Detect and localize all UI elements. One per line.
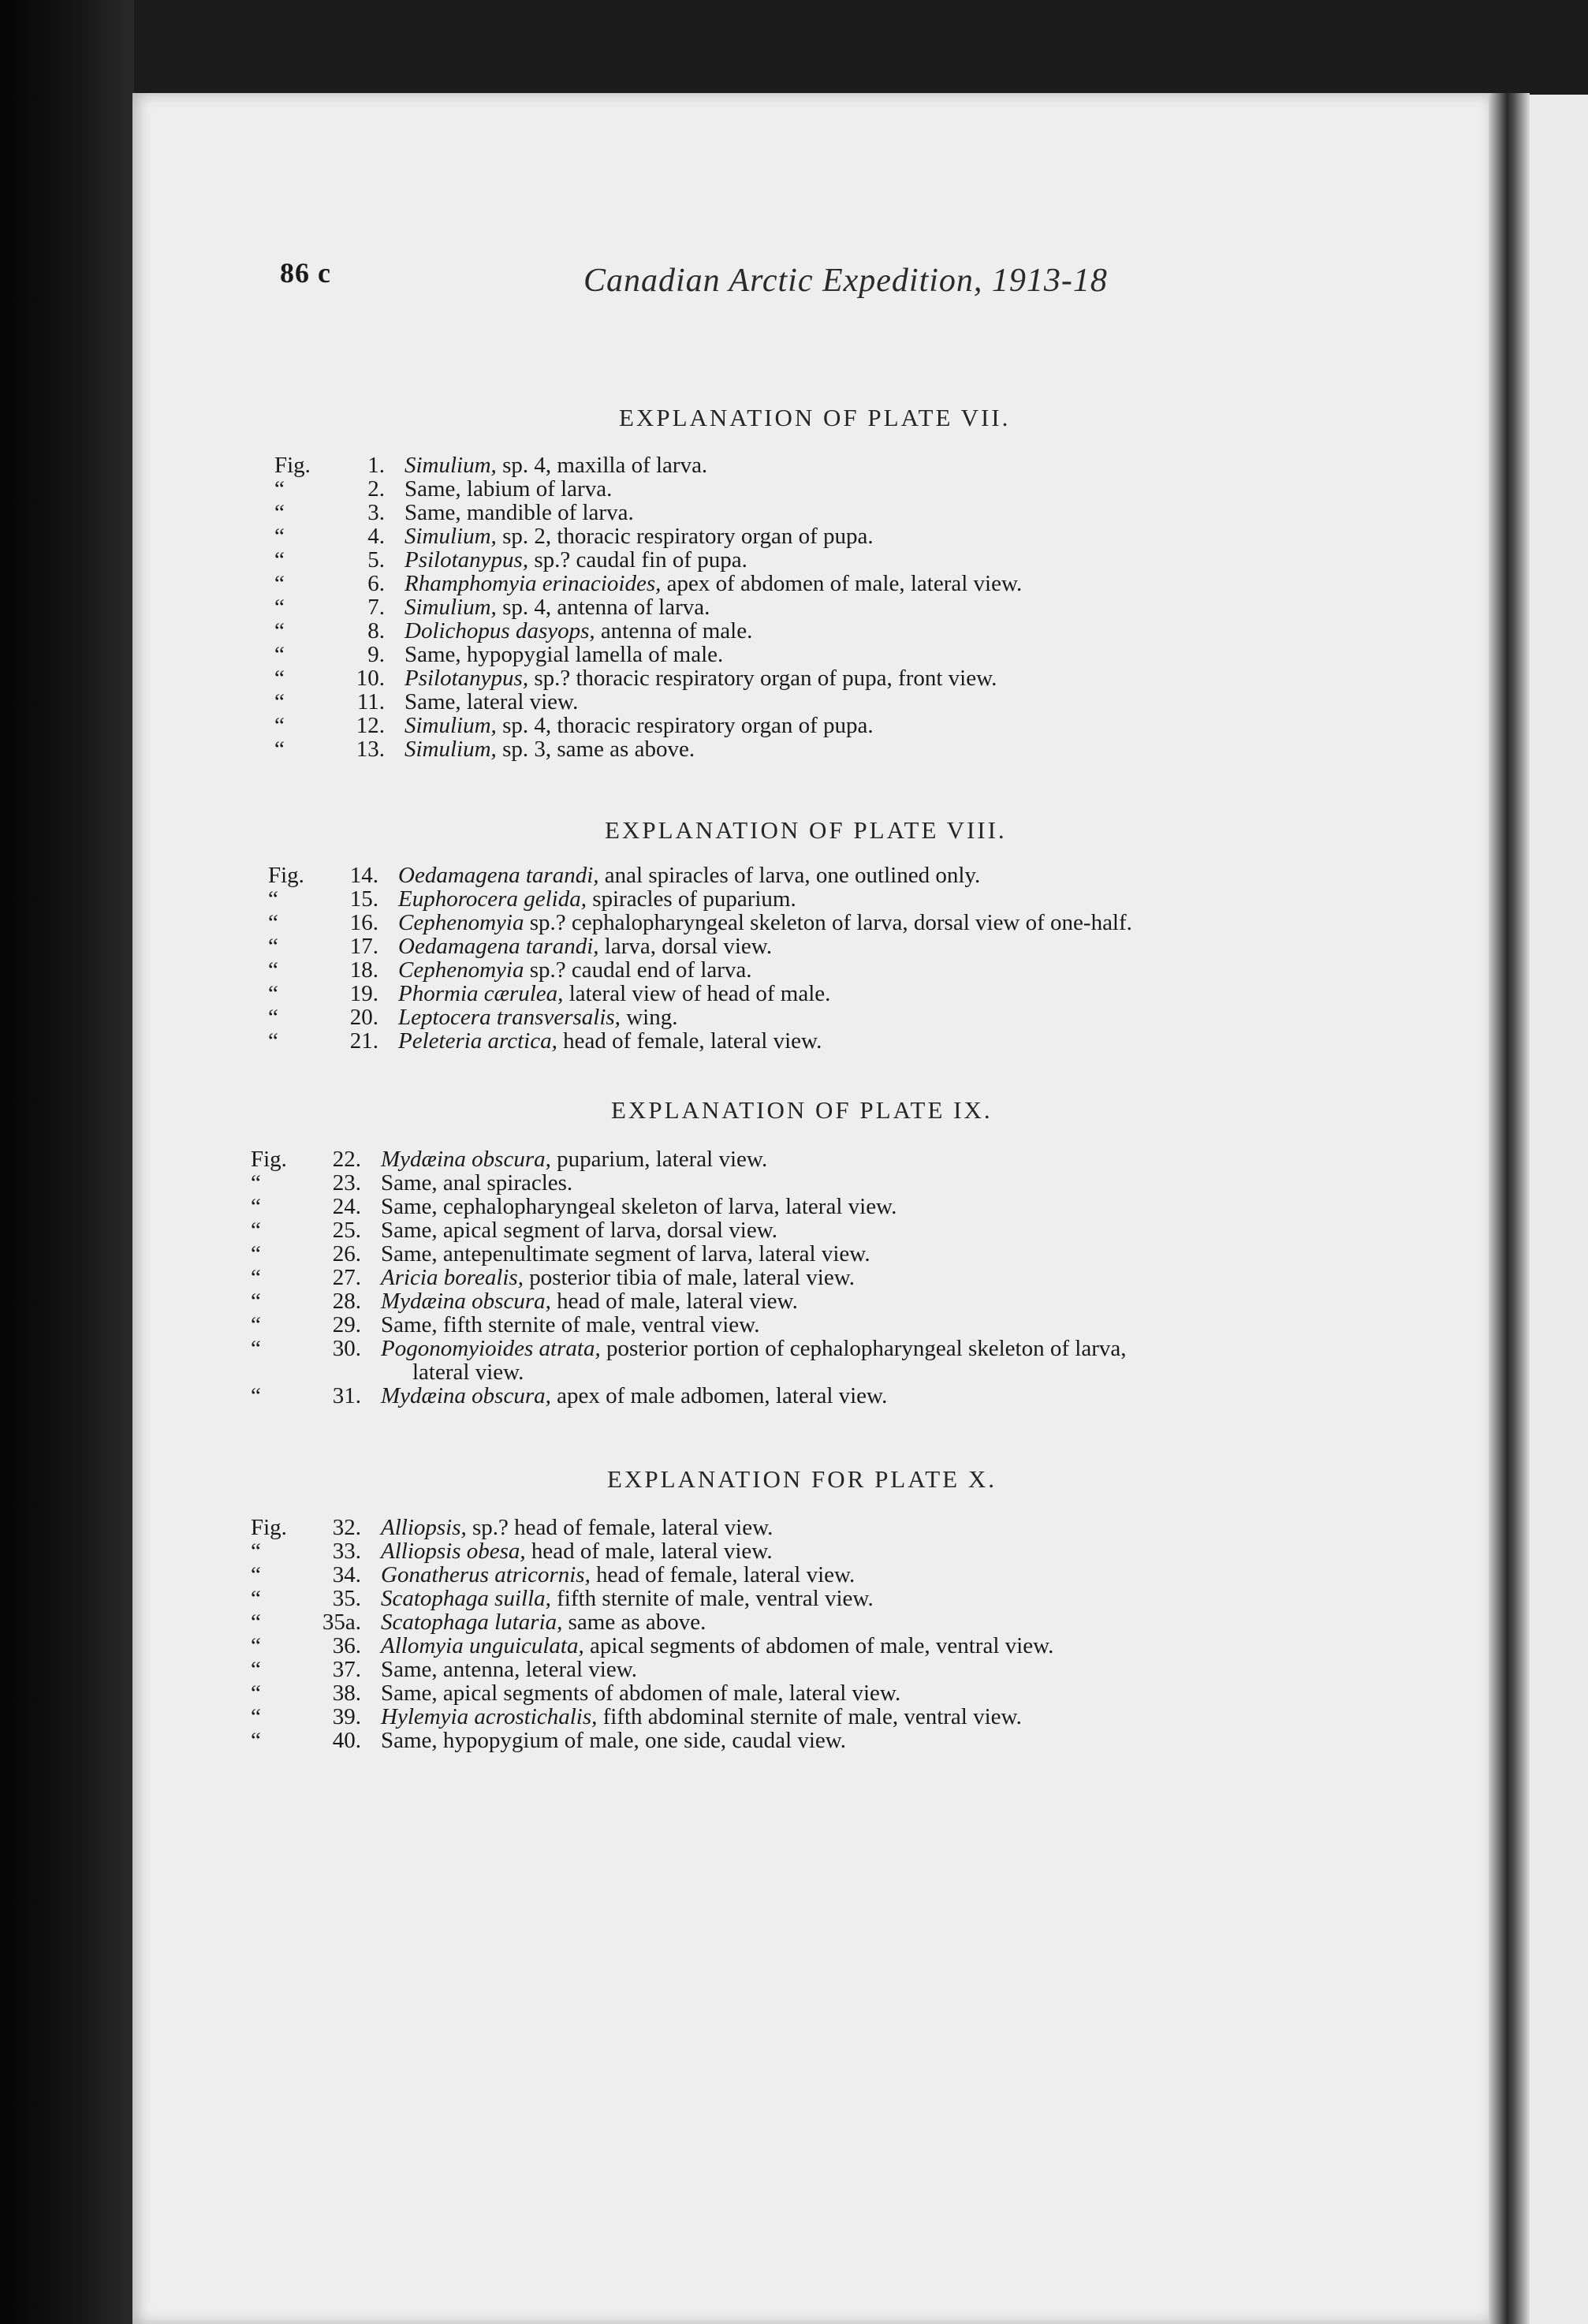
figure-caption bbox=[381, 1563, 855, 1587]
figure-caption bbox=[404, 690, 578, 714]
fig-label: “ bbox=[251, 1539, 261, 1564]
figure-caption bbox=[398, 958, 752, 982]
figure-caption bbox=[398, 887, 796, 911]
figure-number: 6. bbox=[367, 571, 385, 596]
figure-caption bbox=[381, 1171, 572, 1195]
figure-number: 39. bbox=[332, 1704, 361, 1729]
facing-page-edge bbox=[1530, 95, 1588, 2324]
fig-label: “ bbox=[274, 595, 285, 620]
caption-text: Same, apical segments of abdomen of male, lateral view. bbox=[381, 1681, 901, 1706]
figure-caption bbox=[381, 1516, 773, 1539]
fig-label: “ bbox=[268, 886, 278, 912]
fig-label: “ bbox=[268, 1028, 278, 1054]
caption-text: fifth abdominal sternite of male, ventral view. bbox=[597, 1704, 1022, 1729]
fig-label: “ bbox=[251, 1610, 261, 1635]
caption-text: sp.? caudal end of larva. bbox=[524, 957, 752, 983]
plate-heading: EXPLANATION FOR PLATE X. bbox=[607, 1465, 997, 1493]
figure-number: 4. bbox=[367, 524, 385, 549]
species-name: Peleteria arctica, bbox=[398, 1028, 557, 1054]
caption-text: Same, antepenultimate segment of larva, lateral view. bbox=[381, 1241, 870, 1266]
figure-caption bbox=[381, 1587, 874, 1610]
caption-text: sp. 4, thoracic respiratory organ of pupa. bbox=[496, 713, 874, 738]
species-name: Allomyia unguiculata, bbox=[381, 1633, 584, 1658]
species-name: Simulium, bbox=[404, 524, 497, 549]
figure-number: 29. bbox=[332, 1312, 361, 1337]
figure-number: 15. bbox=[349, 886, 378, 912]
figure-number: 8. bbox=[367, 618, 385, 643]
fig-label: “ bbox=[251, 1170, 261, 1196]
fig-label: “ bbox=[274, 476, 285, 502]
caption-text: apical segments of abdomen of male, ventral view. bbox=[583, 1633, 1054, 1658]
figure-caption bbox=[398, 982, 830, 1005]
species-name: Dolichopus dasyops, bbox=[404, 618, 595, 643]
fig-label: “ bbox=[274, 689, 285, 714]
scan-dark-border bbox=[0, 0, 134, 2324]
figure-caption bbox=[404, 524, 874, 548]
species-name: Mydæina obscura, bbox=[381, 1147, 551, 1172]
figure-caption bbox=[404, 666, 997, 690]
caption-text: Same, mandible of larva. bbox=[404, 500, 634, 525]
caption-text: Same, anal spiracles. bbox=[381, 1170, 573, 1196]
figure-caption bbox=[404, 643, 723, 666]
figure-caption bbox=[381, 1729, 846, 1752]
figure-caption bbox=[398, 864, 980, 887]
figure-caption bbox=[381, 1384, 887, 1408]
caption-text: sp.? caudal fin of pupa. bbox=[528, 547, 747, 573]
caption-text: spiracles of puparium. bbox=[586, 886, 796, 912]
fig-label: “ bbox=[251, 1704, 261, 1729]
figure-number: 27. bbox=[332, 1265, 361, 1290]
species-name: Hylemyia acrostichalis, bbox=[381, 1704, 598, 1729]
caption-text: posterior tibia of male, lateral view. bbox=[523, 1265, 856, 1290]
figure-number: 17. bbox=[349, 934, 378, 959]
species-name: Simulium, bbox=[404, 713, 497, 738]
figure-number: 16. bbox=[349, 910, 378, 935]
plate-heading: EXPLANATION OF PLATE VIII. bbox=[605, 816, 1007, 844]
caption-text: Same, hypopygium of male, one side, caudal view. bbox=[381, 1728, 847, 1753]
figure-number: 5. bbox=[367, 547, 385, 573]
figure-number: 26. bbox=[332, 1241, 361, 1266]
figure-caption bbox=[404, 501, 634, 524]
figure-caption bbox=[398, 934, 772, 958]
fig-label: “ bbox=[251, 1586, 261, 1611]
figure-caption bbox=[381, 1681, 900, 1705]
fig-label: Fig. bbox=[274, 453, 311, 478]
fig-label: “ bbox=[251, 1194, 261, 1219]
caption-text: Same, hypopygial lamella of male. bbox=[404, 642, 724, 667]
figure-number: 34. bbox=[332, 1562, 361, 1587]
species-name: Oedamagena tarandi, bbox=[398, 863, 599, 888]
fig-label: Fig. bbox=[251, 1147, 287, 1172]
figure-caption bbox=[404, 714, 874, 737]
figure-number: 33. bbox=[332, 1539, 361, 1564]
figure-caption bbox=[381, 1242, 870, 1266]
figure-number: 22. bbox=[332, 1147, 361, 1172]
caption-text: Same, cephalopharyngeal skeleton of larva, lateral view. bbox=[381, 1194, 897, 1219]
fig-label: “ bbox=[251, 1312, 261, 1337]
fig-label: “ bbox=[274, 547, 285, 573]
species-name: Cephenomyia bbox=[398, 910, 524, 935]
figure-caption bbox=[404, 619, 752, 643]
fig-label: “ bbox=[268, 981, 278, 1006]
caption-text: same as above. bbox=[562, 1610, 706, 1635]
caption-text: head of male, lateral view. bbox=[525, 1539, 773, 1564]
figure-caption bbox=[404, 595, 710, 619]
fig-label: “ bbox=[251, 1562, 261, 1587]
figure-number: 18. bbox=[349, 957, 378, 983]
figure-number: 30. bbox=[332, 1336, 361, 1361]
figure-number: 12. bbox=[356, 713, 385, 738]
figure-caption bbox=[381, 1610, 706, 1634]
figure-caption bbox=[381, 1147, 767, 1171]
figure-number: 19. bbox=[349, 981, 378, 1006]
figure-number: 28. bbox=[332, 1289, 361, 1314]
species-name: Leptocera transversalis, bbox=[398, 1005, 621, 1030]
fig-label: “ bbox=[268, 934, 278, 959]
figure-number: 11. bbox=[356, 689, 385, 714]
figure-number: 10. bbox=[356, 666, 385, 691]
fig-label: “ bbox=[251, 1218, 261, 1243]
fig-label: “ bbox=[251, 1657, 261, 1682]
caption-text: sp. 4, antenna of larva. bbox=[496, 595, 710, 620]
fig-label: Fig. bbox=[268, 863, 304, 888]
species-name: Simulium, bbox=[404, 737, 497, 762]
caption-text: puparium, lateral view. bbox=[550, 1147, 768, 1172]
figure-caption bbox=[381, 1634, 1053, 1658]
figure-number: 35a. bbox=[322, 1610, 361, 1635]
running-head: Canadian Arctic Expedition, 1913-18 bbox=[583, 263, 1108, 299]
caption-text: Same, lateral view. bbox=[404, 689, 579, 714]
figure-number: 9. bbox=[367, 642, 385, 667]
caption-text: posterior portion of cephalopharyngeal skeleton of larva, bbox=[600, 1336, 1127, 1361]
fig-label: “ bbox=[251, 1265, 261, 1290]
figure-number: 2. bbox=[367, 476, 385, 502]
fig-label: “ bbox=[268, 957, 278, 983]
caption-text: sp. 2, thoracic respiratory organ of pupa. bbox=[496, 524, 874, 549]
figure-caption bbox=[381, 1195, 897, 1218]
figure-number: 1. bbox=[367, 453, 385, 478]
caption-text: Same, labium of larva. bbox=[404, 476, 613, 502]
figure-number: 37. bbox=[332, 1657, 361, 1682]
figure-number: 38. bbox=[332, 1681, 361, 1706]
book-gutter bbox=[1489, 93, 1530, 2324]
figure-caption bbox=[398, 1005, 677, 1029]
figure-caption bbox=[381, 1313, 759, 1337]
caption-text: head of female, lateral view. bbox=[557, 1028, 822, 1054]
caption-text: Same, antenna, leteral view. bbox=[381, 1657, 638, 1682]
species-name: Phormia cærulea, bbox=[398, 981, 564, 1006]
species-name: Gonatherus atricornis, bbox=[381, 1562, 591, 1587]
species-name: Simulium, bbox=[404, 453, 497, 478]
figure-number: 32. bbox=[332, 1515, 361, 1540]
caption-text: fifth sternite of male, ventral view. bbox=[550, 1586, 874, 1611]
fig-label: “ bbox=[274, 571, 285, 596]
caption-text: anal spiracles of larva, one outlined only. bbox=[598, 863, 981, 888]
figure-caption bbox=[381, 1289, 798, 1313]
figure-caption bbox=[404, 737, 695, 761]
fig-label: “ bbox=[251, 1336, 261, 1361]
plate-heading: EXPLANATION OF PLATE VII. bbox=[619, 404, 1011, 431]
figure-caption bbox=[398, 1029, 822, 1053]
fig-label: “ bbox=[274, 713, 285, 738]
fig-label: “ bbox=[251, 1289, 261, 1314]
figure-caption bbox=[404, 548, 747, 572]
figure-caption bbox=[381, 1658, 637, 1681]
figure-caption bbox=[404, 477, 612, 501]
figure-number: 35. bbox=[332, 1586, 361, 1611]
figure-caption bbox=[381, 1337, 1126, 1360]
species-name: Scatophaga suilla, bbox=[381, 1586, 551, 1611]
caption-text: head of male, lateral view. bbox=[550, 1289, 798, 1314]
figure-caption bbox=[381, 1539, 773, 1563]
caption-text: sp. 3, same as above. bbox=[496, 737, 695, 762]
figure-caption bbox=[404, 572, 1022, 595]
fig-label: “ bbox=[251, 1383, 261, 1408]
fig-label: “ bbox=[251, 1681, 261, 1706]
figure-number: 31. bbox=[332, 1383, 361, 1408]
caption-text: Same, fifth sternite of male, ventral view. bbox=[381, 1312, 760, 1337]
page-number: 86 c bbox=[280, 257, 331, 289]
caption-text: antenna of male. bbox=[595, 618, 753, 643]
species-name: Oedamagena tarandi, bbox=[398, 934, 599, 959]
figure-caption bbox=[381, 1218, 777, 1242]
species-name: Simulium, bbox=[404, 595, 497, 620]
figure-number: 14. bbox=[349, 863, 378, 888]
fig-label: “ bbox=[274, 737, 285, 762]
species-name: Rhamphomyia erinacioides, bbox=[404, 571, 662, 596]
figure-number: 3. bbox=[367, 500, 385, 525]
figure-number: 24. bbox=[332, 1194, 361, 1219]
figure-caption bbox=[381, 1705, 1022, 1729]
caption-text: lateral view of head of male. bbox=[563, 981, 831, 1006]
plate-heading: EXPLANATION OF PLATE IX. bbox=[611, 1096, 993, 1124]
species-name: Mydæina obscura, bbox=[381, 1289, 551, 1314]
species-name: Aricia borealis, bbox=[381, 1265, 524, 1290]
caption-text: sp.? head of female, lateral view. bbox=[466, 1515, 773, 1540]
caption-text: sp. 4, maxilla of larva. bbox=[496, 453, 708, 478]
species-name: Euphorocera gelida, bbox=[398, 886, 587, 912]
figure-caption bbox=[404, 453, 707, 477]
caption-text: Same, apical segment of larva, dorsal view. bbox=[381, 1218, 778, 1243]
fig-label: “ bbox=[268, 910, 278, 935]
species-name: Psilotanypus, bbox=[404, 666, 529, 691]
figure-caption bbox=[398, 911, 1132, 934]
caption-continuation: lateral view. bbox=[412, 1360, 524, 1385]
figure-number: 13. bbox=[356, 737, 385, 762]
fig-label: “ bbox=[251, 1633, 261, 1658]
fig-label: “ bbox=[251, 1728, 261, 1753]
fig-label: “ bbox=[274, 666, 285, 691]
figure-number: 23. bbox=[332, 1170, 361, 1196]
caption-text: sp.? cephalopharyngeal skeleton of larva, dorsal view of one-half. bbox=[524, 910, 1132, 935]
species-name: Scatophaga lutaria, bbox=[381, 1610, 563, 1635]
caption-text: head of female, lateral view. bbox=[590, 1562, 856, 1587]
caption-text: sp.? thoracic respiratory organ of pupa, front view. bbox=[528, 666, 997, 691]
caption-text: larva, dorsal view. bbox=[598, 934, 773, 959]
fig-label: Fig. bbox=[251, 1515, 287, 1540]
fig-label: “ bbox=[268, 1005, 278, 1030]
caption-text: wing. bbox=[620, 1005, 678, 1030]
fig-label: “ bbox=[274, 500, 285, 525]
figure-number: 36. bbox=[332, 1633, 361, 1658]
caption-text: apex of male adbomen, lateral view. bbox=[550, 1383, 888, 1408]
species-name: Mydæina obscura, bbox=[381, 1383, 551, 1408]
fig-label: “ bbox=[274, 524, 285, 549]
fig-label: “ bbox=[251, 1241, 261, 1266]
fig-label: “ bbox=[274, 618, 285, 643]
figure-number: 40. bbox=[332, 1728, 361, 1753]
fig-label: “ bbox=[274, 642, 285, 667]
figure-caption bbox=[381, 1266, 855, 1289]
figure-number: 20. bbox=[349, 1005, 378, 1030]
species-name: Alliopsis, bbox=[381, 1515, 467, 1540]
species-name: Cephenomyia bbox=[398, 957, 524, 983]
species-name: Alliopsis obesa, bbox=[381, 1539, 526, 1564]
species-name: Psilotanypus, bbox=[404, 547, 529, 573]
figure-number: 25. bbox=[332, 1218, 361, 1243]
species-name: Pogonomyioides atrata, bbox=[381, 1336, 601, 1361]
figure-number: 21. bbox=[349, 1028, 378, 1054]
figure-number: 7. bbox=[367, 595, 385, 620]
caption-text: apex of abdomen of male, lateral view. bbox=[661, 571, 1023, 596]
